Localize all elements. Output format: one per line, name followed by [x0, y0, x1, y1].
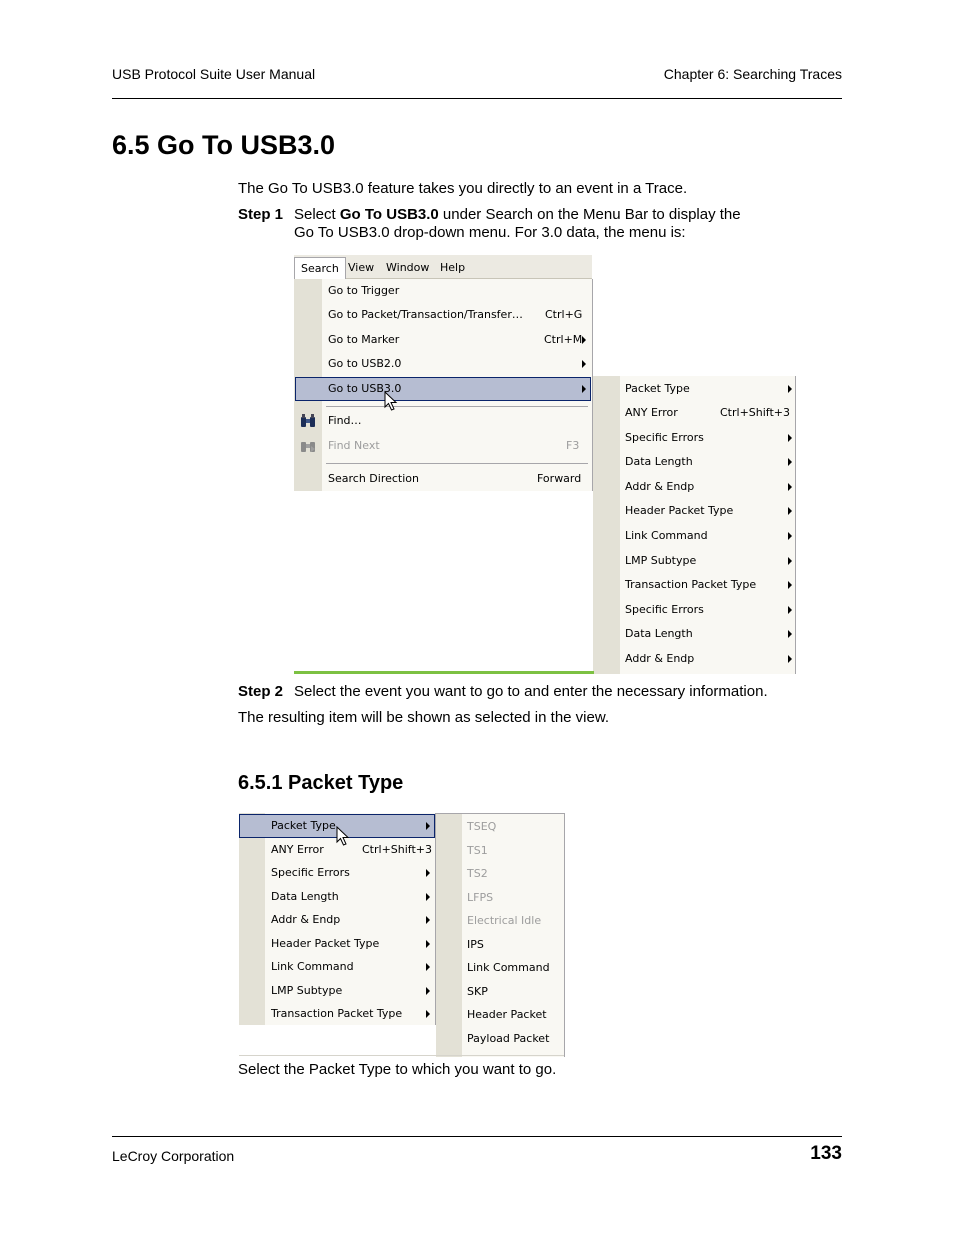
submenu-arrow-icon — [426, 987, 430, 995]
submenu-arrow-icon — [426, 916, 430, 924]
search-dropdown — [294, 279, 593, 491]
menu-data-length[interactable]: Data Length — [239, 886, 435, 908]
submenu-arrow-icon — [788, 606, 792, 614]
subsection-title: 6.5.1 Packet Type — [238, 772, 404, 794]
submenu-arrow-icon — [788, 581, 792, 589]
packet-type-header-packet[interactable]: Header Packet — [467, 1008, 547, 1021]
submenu-arrow-icon — [426, 893, 430, 901]
submenu-header-packet-type[interactable]: Header Packet Type — [593, 500, 795, 522]
packet-type-tseq[interactable]: TSEQ — [467, 820, 497, 833]
menu-go-to-usb2[interactable]: Go to USB2.0 — [294, 353, 592, 375]
step2 — [238, 683, 283, 701]
submenu-link-command[interactable]: Link Command — [593, 525, 795, 547]
submenu-arrow-icon — [582, 336, 586, 344]
packet-type-payload-packet[interactable]: Payload Packet — [467, 1032, 550, 1045]
footer-company: LeCroy Corporation — [112, 1148, 235, 1164]
menu-go-to-trigger[interactable]: Go to Trigger — [328, 284, 400, 297]
packet-type-submenu — [436, 813, 565, 1057]
menu-packet-type[interactable]: Packet Type — [240, 815, 434, 837]
packet-type-ips[interactable]: IPS — [467, 938, 484, 951]
menubar-search[interactable]: Search — [294, 257, 346, 279]
menu-go-to-packet[interactable]: Go to Packet/Transaction/Transfer… Ctrl+G — [328, 308, 583, 321]
menu-header-packet-type[interactable]: Header Packet Type — [239, 933, 435, 955]
menu-go-to-marker[interactable]: Go to Marker Ctrl+M — [294, 329, 592, 351]
submenu-arrow-icon — [788, 385, 792, 393]
submenu-arrow-icon — [426, 869, 430, 877]
footer-rule — [112, 1136, 842, 1137]
menu-separator — [326, 406, 588, 407]
submenu-lmp-subtype[interactable]: LMP Subtype — [593, 550, 795, 572]
submenu-packet-type[interactable]: Packet Type — [593, 378, 795, 400]
step1-line2: Go To USB3.0 drop-down menu. For 3.0 data, the menu is: — [294, 224, 686, 241]
binoculars-icon — [300, 413, 316, 437]
submenu-any-error[interactable]: ANY Error Ctrl+Shift+3 — [625, 406, 791, 419]
intro-paragraph: The Go To USB3.0 feature takes you directly to an event in a Trace. — [238, 180, 688, 197]
menubar-view[interactable]: View — [348, 261, 375, 274]
packet-type-ts1[interactable]: TS1 — [467, 844, 488, 857]
menu-link-command[interactable]: Link Command — [239, 956, 435, 978]
submenu-specific-errors-2[interactable]: Specific Errors — [593, 599, 795, 621]
submenu-arrow-icon — [788, 507, 792, 515]
mouse-cursor-icon — [384, 391, 398, 413]
submenu-addr-endp[interactable]: Addr & Endp — [593, 476, 795, 498]
submenu-arrow-icon — [426, 822, 430, 830]
section-title: 6.5 Go To USB3.0 — [112, 130, 336, 160]
page-number: 133 — [810, 1143, 842, 1164]
submenu-arrow-icon — [788, 655, 792, 663]
submenu-addr-endp-2[interactable]: Addr & Endp — [593, 648, 795, 670]
menu-go-to-usb3[interactable]: Go to USB3.0 — [296, 378, 590, 400]
submenu-arrow-icon — [426, 1010, 430, 1018]
result-paragraph: The resulting item will be shown as selected in the view. — [238, 709, 610, 726]
step2-text: Select the event you want to go to and enter the necessary information. — [294, 683, 768, 700]
binoculars-next-icon — [300, 438, 316, 462]
submenu-data-length-2[interactable]: Data Length — [593, 623, 795, 645]
submenu-data-length[interactable]: Data Length — [593, 451, 795, 473]
packet-type-ts2[interactable]: TS2 — [467, 867, 488, 880]
packet-type-caption: Select the Packet Type to which you want to go. — [238, 1061, 557, 1078]
menubar-help[interactable]: Help — [440, 261, 466, 274]
menu-any-error[interactable]: ANY Error Ctrl+Shift+3 — [271, 843, 433, 856]
menubar-window[interactable]: Window — [386, 261, 430, 274]
menu-find[interactable]: Find… — [294, 410, 592, 432]
step1-text: Select Go To USB3.0 under Search on the Menu Bar to display the Go To USB3.0 drop-down menu. For 3.0 data, the menu is: — [294, 206, 741, 241]
packet-type-electrical-idle[interactable]: Electrical Idle — [467, 914, 542, 927]
submenu-arrow-icon — [788, 483, 792, 491]
submenu-arrow-icon — [426, 940, 430, 948]
step2-label: Step 2 — [238, 683, 284, 700]
packet-type-skp[interactable]: SKP — [467, 985, 488, 998]
screenshot-bottom-edge — [239, 1055, 564, 1056]
packet-type-link-command[interactable]: Link Command — [467, 961, 550, 974]
menu-specific-errors[interactable]: Specific Errors — [239, 862, 435, 884]
trace-view-edge — [294, 671, 594, 674]
submenu-arrow-icon — [788, 557, 792, 565]
submenu-arrow-icon — [788, 532, 792, 540]
menu-transaction-packet-type[interactable]: Transaction Packet Type — [239, 1003, 435, 1025]
mouse-cursor-icon — [336, 826, 350, 848]
menu-bar — [294, 255, 592, 279]
running-header-chapter: Chapter 6: Searching Traces — [663, 66, 842, 82]
menu-find-next[interactable]: Find Next F3 — [294, 435, 592, 457]
submenu-transaction-packet-type[interactable]: Transaction Packet Type — [593, 574, 795, 596]
menu-lmp-subtype[interactable]: LMP Subtype — [239, 980, 435, 1002]
packet-type-lfps[interactable]: LFPS — [467, 891, 494, 904]
submenu-specific-errors[interactable]: Specific Errors — [593, 427, 795, 449]
menu-search-direction[interactable]: Search Direction Forward — [328, 472, 582, 485]
submenu-arrow-icon — [582, 385, 586, 393]
submenu-arrow-icon — [582, 360, 586, 368]
running-header-title: USB Protocol Suite User Manual — [112, 66, 316, 82]
usb3-submenu — [593, 376, 796, 674]
step1-bold: Go To USB3.0 — [339, 206, 439, 223]
header-rule — [112, 98, 842, 99]
menu-separator — [326, 463, 588, 464]
menu-addr-endp[interactable]: Addr & Endp — [239, 909, 435, 931]
step1-label: Step 1 — [238, 206, 284, 223]
submenu-arrow-icon — [788, 630, 792, 638]
submenu-arrow-icon — [788, 434, 792, 442]
submenu-arrow-icon — [788, 458, 792, 466]
submenu-arrow-icon — [426, 963, 430, 971]
